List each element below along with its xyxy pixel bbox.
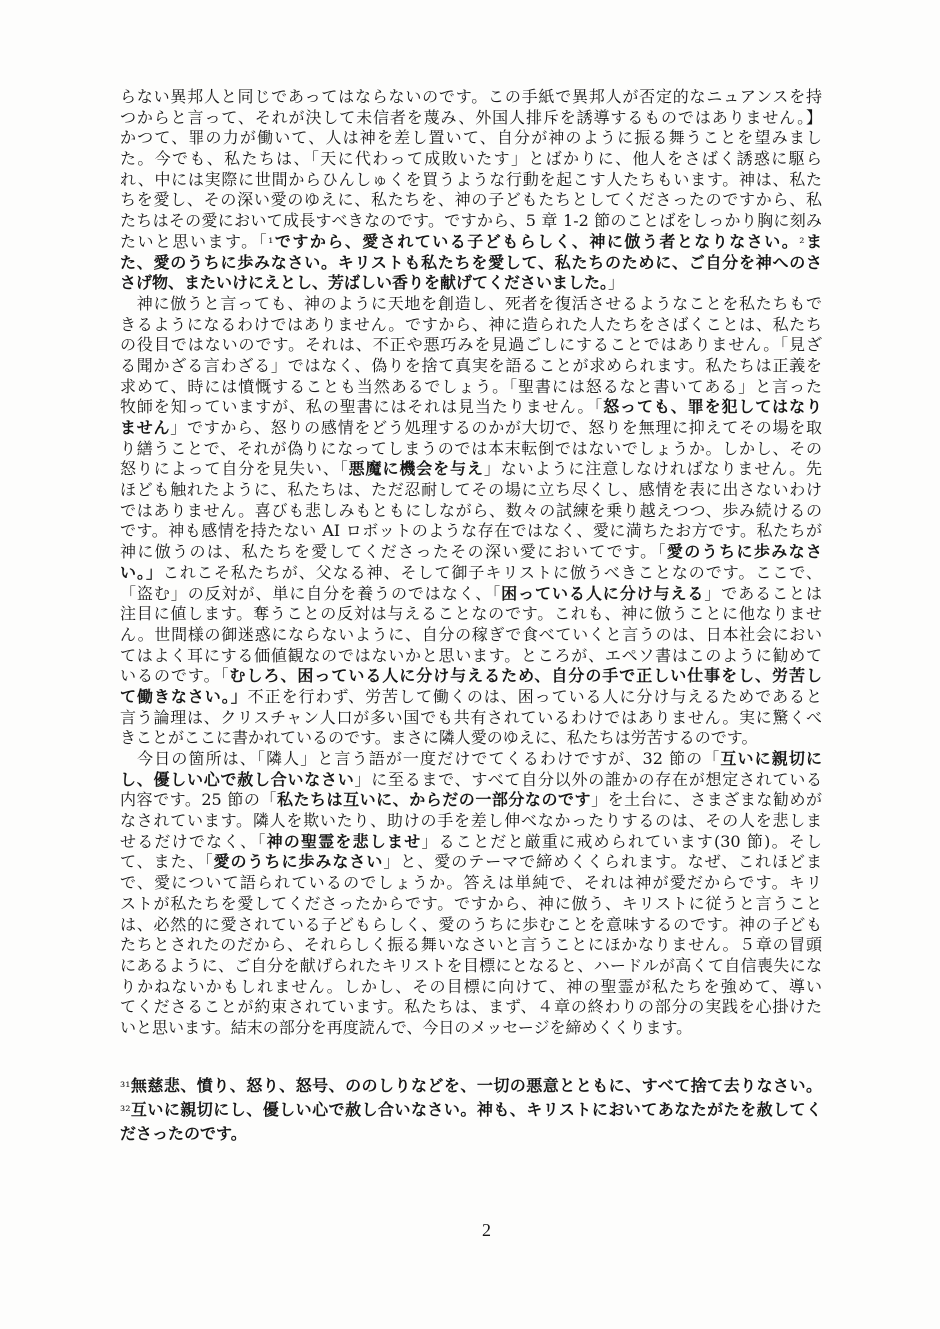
text-run: 」と、愛のテーマで締めくくられます。なぜ、これほどま bbox=[383, 852, 822, 872]
text-run: ちを愛し、その深い愛のゆえに、私たちを、神の子どもたちとしてくださったのですから、私 bbox=[120, 190, 822, 210]
text-run: て、また、「 bbox=[120, 852, 214, 872]
bold-text: 互いに親切にし、優しい心で赦し合いなさい。神も、キリストにおいてあなたがたを赦してく bbox=[130, 1100, 822, 1119]
text-run: の役目ではないのです。それは、不正や悪巧みを見過ごしにすることではありません。「見ざ bbox=[120, 335, 822, 355]
text-run: 」ることだと厳重に戒められています(30 節)。そし bbox=[421, 831, 822, 851]
text-run: たちとされたのだから、それらしく振る舞いなさいと言うことにほかなりません。５章の冒頭 bbox=[120, 935, 822, 955]
bold-text: た、愛のうちに歩みなさい。キリストも私たちを愛して、私たちのために、ご自分を神へのさ bbox=[120, 252, 822, 272]
text-line bbox=[120, 232, 822, 253]
text-line bbox=[120, 1098, 822, 1122]
text-run: で、愛について語られているのでしょうか。答えは単純で、それは神が愛だからです。キリ bbox=[120, 873, 822, 893]
text-line bbox=[120, 439, 822, 460]
text-run: 言う論理は、クリスチャン人口が多い国でも共有されているわけではありません。実に驚くべ bbox=[120, 707, 822, 727]
body-text bbox=[120, 87, 822, 1039]
text-run: 内容です。25 節の「 bbox=[120, 790, 277, 810]
bold-text: 互いに親切に bbox=[720, 749, 822, 768]
text-line bbox=[120, 852, 822, 873]
text-line bbox=[120, 894, 822, 915]
text-line bbox=[120, 832, 822, 853]
verse-number: ³² bbox=[120, 1104, 131, 1119]
bold-text: て働きなさい。」 bbox=[120, 686, 248, 706]
bold-text: 愛のうちに歩みなさい bbox=[213, 852, 384, 872]
text-run: たいと思います。「 bbox=[120, 231, 269, 251]
text-line bbox=[120, 728, 822, 749]
text-run: かつて、罪の力が働いて、人は神を差し置いて、自分が神のように振る舞うことを望みまし bbox=[120, 128, 822, 148]
text-run: なされています。隣人を欺いたり、助けの手を差し伸べなかったりするのは、その人を悲しま bbox=[120, 811, 822, 831]
text-line bbox=[120, 108, 822, 129]
text-line bbox=[120, 170, 822, 191]
text-run: ん。世間様の御迷惑にならないように、自分の稼ぎで食べていくと言うのは、日本社会におい bbox=[120, 624, 822, 644]
text-line bbox=[120, 563, 822, 584]
text-run: 今日の箇所は、「隣人」と言う語が一度だけでてくるわけですが、32 節の「 bbox=[120, 749, 721, 768]
text-run: 怒りによって自分を見失い、「 bbox=[120, 459, 349, 479]
text-run: 」であることは bbox=[704, 583, 822, 603]
text-line bbox=[120, 87, 822, 108]
text-line bbox=[120, 687, 822, 708]
text-run: たちはその愛において成長すべきなのです。ですから、5 章 1-2 節のことばをしっかり胸に刻み bbox=[120, 211, 822, 231]
text-line bbox=[120, 625, 822, 646]
text-run: 求めて、時には憤慨することも当然あるでしょう。「聖書には怒るなと書いてある」と言った bbox=[120, 376, 822, 396]
text-run: 」 bbox=[608, 273, 625, 293]
text-line bbox=[120, 128, 822, 149]
text-line bbox=[120, 873, 822, 894]
text-run: 」に至るまで、すべて自分以外の誰かの存在が想定されている bbox=[354, 769, 822, 789]
text-line bbox=[120, 253, 822, 274]
text-line bbox=[120, 708, 822, 729]
bold-text: ません bbox=[120, 418, 171, 437]
text-run: り繕うことで、それが偽りになってしまうのでは本末転倒ではないでしょうか。しかし、その bbox=[120, 438, 822, 458]
text-run: きるようになるわけではありません。ですから、神に造られた人たちをさばくことは、私たち bbox=[120, 314, 822, 334]
text-line bbox=[120, 315, 822, 336]
text-run: きことがここに書かれているのです。まさに隣人愛のゆえに、私たちは労苦するのです。 bbox=[120, 728, 758, 748]
text-line bbox=[120, 480, 822, 501]
text-run: は、必然的に愛されている子どもらしく、愛のうちに歩むことを意味するのです。神の子ども bbox=[120, 914, 822, 934]
text-run: つからと言って、それが決して未信者を蔑み、外国人排斥を誘導するものではありません。】 bbox=[120, 107, 822, 127]
text-run: 神に倣うのは、私たちを愛してくださったその深い愛においてです。「 bbox=[120, 542, 667, 562]
text-run: せるだけでなく、「 bbox=[120, 831, 267, 851]
text-run: いと思います。結末の部分を再度読んで、今日のメッセージを締めくくります。 bbox=[120, 1017, 693, 1037]
text-line bbox=[120, 211, 822, 232]
text-run: 牧師を知っていますが、私の聖書にはそれは見当たりません。「 bbox=[120, 397, 604, 417]
scripture-quotation bbox=[120, 1074, 822, 1146]
text-line bbox=[120, 811, 822, 832]
verse-number: ² bbox=[799, 235, 805, 251]
text-line bbox=[120, 956, 822, 977]
bold-text: ですから、愛されている子どもらしく、神に倣う者となりなさい。 bbox=[273, 231, 800, 251]
text-line bbox=[120, 646, 822, 667]
bold-text: 悪魔に機会を与え bbox=[348, 459, 484, 479]
text-line bbox=[120, 273, 822, 294]
text-run: 神に倣うと言っても、神のように天地を創造し、死者を復活させるようなことを私たちもで bbox=[120, 293, 822, 313]
text-line bbox=[120, 294, 822, 315]
bold-text: 怒っても、罪を犯してはなり bbox=[603, 397, 822, 417]
text-line bbox=[120, 666, 822, 687]
bold-text: さげ物、またいけにえとし、芳ばしい香りを献げてくださいました。 bbox=[120, 273, 609, 293]
text-run: これこそ私たちが、父なる神、そして御子キリストに倣うべきことなのです。ここで、 bbox=[162, 562, 822, 582]
text-run: てくださることが約束されています。私たちは、まず、４章の終わりの部分の実践を心掛けた bbox=[120, 997, 822, 1017]
text-run: た。今でも、私たちは、「天に代わって成敗いたす」とばかりに、他人をさばく誘惑に駆ら bbox=[120, 149, 822, 169]
text-line bbox=[120, 997, 822, 1018]
text-run: れ、中には実際に世間からひんしゅくを買うような行動を起こす人たちもいます。神は、私た bbox=[120, 169, 822, 189]
bold-text: 私たちは互いに、からだの一部分なのです bbox=[276, 790, 592, 810]
text-line bbox=[120, 397, 822, 418]
text-line bbox=[120, 770, 822, 791]
text-run: 「盗む」の反対が、単に自分を養うのではなく、「 bbox=[120, 583, 502, 603]
paragraph bbox=[120, 1074, 822, 1146]
text-line bbox=[120, 790, 822, 811]
text-line bbox=[120, 542, 822, 563]
text-line bbox=[120, 459, 822, 480]
bold-text: むしろ、困っている人に分け与えるため、自分の手で正しい仕事をし、労苦し bbox=[229, 666, 822, 686]
text-run: らない異邦人と同じであってはならないのです。この手紙で異邦人が否定的なニュアンスを持 bbox=[120, 87, 822, 106]
paragraph bbox=[120, 128, 822, 294]
page-number: 2 bbox=[482, 1220, 491, 1240]
text-line bbox=[120, 335, 822, 356]
bold-text: 困っている人に分け与える bbox=[501, 583, 705, 603]
paragraph bbox=[120, 87, 822, 128]
bold-text: ださったのです。 bbox=[120, 1124, 247, 1143]
text-run: ストが私たちを愛してくださったからです。ですから、神に倣う、キリストに従うと言うこと bbox=[120, 893, 822, 913]
text-run: ほども触れたように、私たちは、ただ忍耐してその場に立ち尽くし、感情を表に出さないわけ bbox=[120, 480, 822, 500]
text-run: る聞かざる言わざる」ではなく、偽りを捨て真実を語ることが求められます。私たちは正義を bbox=[120, 355, 822, 375]
text-run: 」ないように注意しなければなりません。先 bbox=[483, 459, 822, 479]
text-line bbox=[120, 1074, 822, 1098]
bold-text: 愛のうちに歩みなさ bbox=[666, 542, 822, 562]
text-line bbox=[120, 935, 822, 956]
bold-text: 神の聖霊を悲しませ bbox=[266, 831, 422, 851]
text-line bbox=[120, 377, 822, 398]
text-line bbox=[120, 977, 822, 998]
text-run: 」を土台に、さまざまな勧めが bbox=[591, 790, 822, 810]
text-run: 不正を行わず、労苦して働くのは、困っている人に分け与えるためであると bbox=[247, 686, 822, 706]
text-run: にあるように、ご自分を献げられたキリストを目標にとなると、ハードルが高くて自信喪失にな bbox=[120, 955, 822, 975]
bold-text: い。」 bbox=[120, 562, 163, 582]
text-line bbox=[120, 521, 822, 542]
text-line bbox=[120, 1018, 822, 1039]
text-run: てはよく耳にする価値観なのではないかと思います。ところが、エペソ書はこのように勧めて bbox=[120, 645, 822, 665]
text-line bbox=[120, 501, 822, 522]
text-line bbox=[120, 356, 822, 377]
text-run: いるのです。「 bbox=[120, 666, 230, 686]
paragraph bbox=[120, 749, 822, 1039]
text-line bbox=[120, 149, 822, 170]
text-line bbox=[120, 604, 822, 625]
text-run: です。神も感情を持たない AI ロボットのような存在ではなく、愛に満ちたお方です。私たちが bbox=[120, 521, 822, 541]
text-run: 」ですから、怒りの感情をどう処理するのかが大切で、怒りを無理に抑えてその場を取 bbox=[170, 418, 822, 437]
text-line bbox=[120, 1122, 822, 1146]
verse-number: ¹ bbox=[268, 235, 274, 251]
text-line bbox=[120, 190, 822, 211]
text-line bbox=[120, 749, 822, 770]
verse-number: ³¹ bbox=[120, 1080, 131, 1095]
text-line bbox=[120, 418, 822, 439]
bold-text: ま bbox=[804, 231, 822, 251]
bold-text: 無慈悲、憤り、怒り、怒号、ののしりなどを、一切の悪意とともに、すべて捨て去りなさい。 bbox=[130, 1076, 822, 1095]
text-line bbox=[120, 584, 822, 605]
text-line bbox=[120, 915, 822, 936]
text-run: ではありません。喜びも悲しみもともにしながら、数々の試練を乗り越えつつ、歩み続けるの bbox=[120, 500, 822, 520]
bold-text: し、優しい心で赦し合いなさい bbox=[120, 769, 355, 789]
text-run: りかねないかもしれません。しかし、その目標に向けて、神の聖霊が私たちを強めて、導い bbox=[120, 976, 822, 996]
paragraph bbox=[120, 294, 822, 749]
text-run: 注目に値します。奪うことの反対は与えることなのです。これも、神に倣うことに他なりませ bbox=[120, 604, 822, 624]
